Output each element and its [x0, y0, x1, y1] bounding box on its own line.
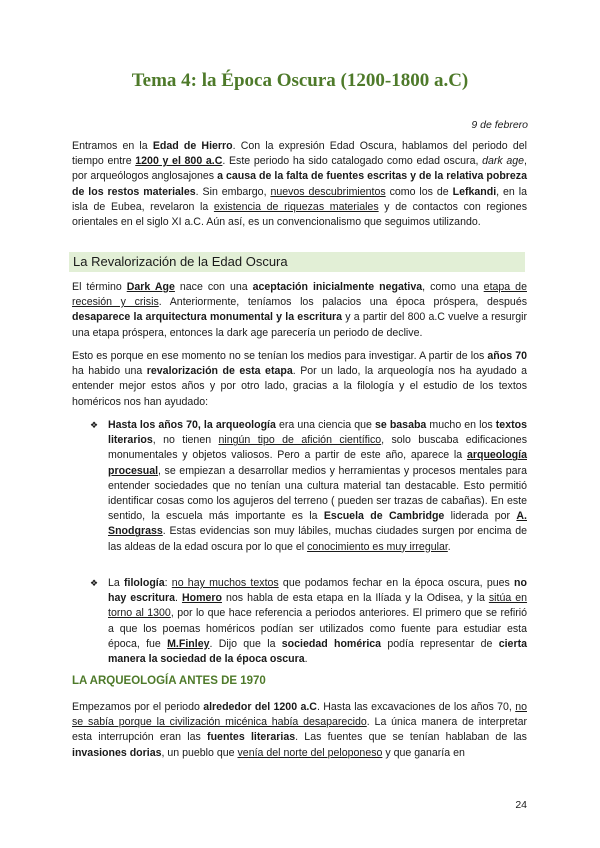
section-heading-revalorizacion: La Revalorización de la Edad Oscura	[73, 254, 288, 269]
section-heading-arqueologia: LA ARQUEOLOGÍA ANTES DE 1970	[72, 675, 266, 687]
bullet-icon: ❖	[90, 578, 99, 588]
paragraph-revalorizacion: Esto es porque en ese momento no se tenían los medios para investigar. A partir de los años 70 ha habido una revalorización de esta etapa. Por un lado, la arqueología nos ha ayudado a entender mejor estos años y por otro lado, gracias a la filología y el estudio de los textos homéricos nos han ayudado:	[72, 350, 528, 408]
bullet-filologia: La filología: no hay muchos textos que podamos fechar en la época oscura, pues no hay escritura. Homero nos habla de esta etapa en la Ilíada y la Odisea, y la sitúa en torno al 1300, por lo que hace referencia a periodos anteriores. El primero que se refirió a que los poemas homéricos podían ser utilizados como fuente para estudiar esta época, fue M.Finley. Dijo que la sociedad homérica podía representar de cierta manera la sociedad de la época oscura.	[108, 577, 528, 666]
bullet-icon: ❖	[90, 420, 99, 430]
bullet-arqueologia: Hasta los años 70, la arqueología era una ciencia que se basaba mucho en los textos literarios, no tienen ningún tipo de afición científico, solo buscaba edificaciones monumentales y objetos valiosos. Pero a partir de este año, aparece la arqueología procesual, se empiezan a desarrollar medios y herramientas y procesos mentales para entender sociedades que no tenían una cultura material tan destacable. Esto permitió identificar cosas como los agujeros del terreno ( pueden ser trazas de cabañas). En este sentido, la escuela más importante es la Escuela de Cambridge liderada por A. Snodgrass. Estas evidencias son muy lábiles, muchas ciudades surgen por encima de las aldeas de la edad oscura por lo que el conocimiento es muy irregular.	[108, 419, 527, 553]
paragraph-arqueologia-1970: Empezamos por el periodo alrededor del 1200 a.C. Hasta las excavaciones de los años 70, no se sabía porque la civilización micénica había desaparecido. La única manera de interpretar esta interrupción eran las fuentes literarias. Las fuentes que se tenían hablaban de las invasiones dorias, un pueblo que venía del norte del peloponeso y que ganaría en	[72, 701, 527, 759]
date-label: 9 de febrero	[471, 119, 528, 131]
page-title: Tema 4: la Época Oscura (1200-1800 a.C)	[131, 70, 469, 91]
paragraph-dark-age: El término Dark Age nace con una aceptación inicialmente negativa, como una etapa de recesión y crisis. Anteriormente, teníamos los palacios una época próspera, después desaparece la arquitectura monumental y la escritura y a partir del 800 a.C vuelve a resurgir una etapa próspera, entonces la dark age parecería un periodo de declive.	[72, 281, 528, 339]
page-number: 24	[515, 799, 527, 811]
intro-paragraph: Entramos en la Edad de Hierro. Con la expresión Edad Oscura, hablamos del periodo del tiempo entre 1200 y el 800 a.C. Este periodo ha sido catalogado como edad oscura, dark age, por arqueólogos anglosajones a causa de la falta de fuentes escritas y de la relativa pobreza de los restos materiales. Sin embargo, nuevos descubrimientos como los de Lefkandi, en la isla de Eubea, revelaron la existencia de riquezas materiales y de contactos con regiones orientales en el siglo XI a.C. Aún así, es un convencionalismo que seguimos utilizando.	[72, 140, 527, 229]
